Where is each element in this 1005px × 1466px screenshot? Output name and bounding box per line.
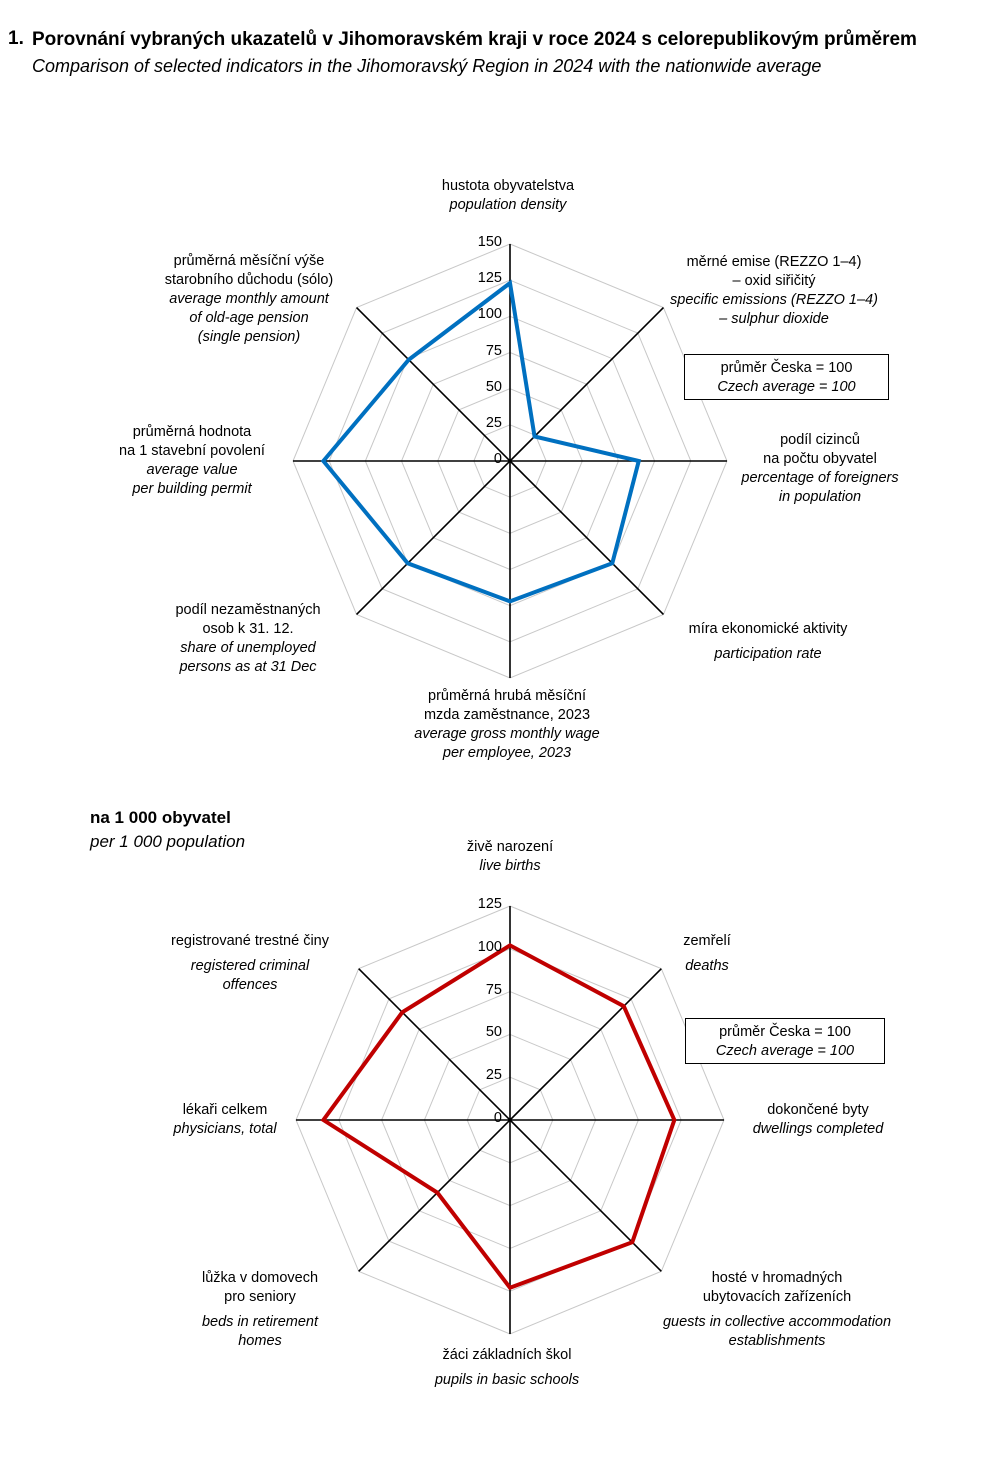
- axis-label: [175, 601, 320, 677]
- axis-label-english: average monthly amount: [169, 291, 329, 307]
- axis-label-czech: podíl cizinců: [780, 432, 860, 448]
- data-point: [322, 460, 325, 463]
- axis-label: [435, 1346, 579, 1390]
- axis-label-english: specific emissions (REZZO 1–4): [670, 292, 878, 308]
- axis-label-czech: průměrná měsíční výše: [173, 253, 325, 269]
- axis-label-english: – sulphur dioxide: [719, 311, 829, 327]
- axis-label-english: beds in retirement: [201, 1314, 319, 1330]
- axis-label-czech: starobního důchodu (sólo): [164, 272, 334, 288]
- tick-label: 0: [493, 1110, 502, 1126]
- title-number: 1.: [8, 28, 24, 49]
- data-point: [509, 282, 512, 285]
- axis-label-czech: mzda zaměstnance, 2023: [423, 707, 591, 723]
- data-point: [637, 460, 640, 463]
- axis-label-czech: registrované trestné činy: [171, 933, 329, 949]
- axis-label: [173, 1101, 276, 1139]
- axis-label-czech: živě narození: [466, 839, 554, 855]
- axis-label-czech: podíl nezaměstnaných: [175, 602, 321, 618]
- title-english: Comparison of selected indicators in the Jihomoravský Region in 2024 with the nationwide average: [32, 56, 822, 76]
- legend-box: [685, 1018, 885, 1064]
- axis-label-czech: na 1 stavební povolení: [119, 443, 265, 459]
- axis-label-english: per employee, 2023: [442, 745, 572, 761]
- tick-label: 75: [485, 342, 502, 359]
- axis-label: [683, 932, 731, 976]
- axis-label-english: pupils in basic schools: [434, 1372, 580, 1388]
- axis-label-czech: hosté v hromadných: [711, 1270, 843, 1286]
- radar-chart-2: [296, 906, 724, 1334]
- axis-label-english: percentage of foreigners: [741, 470, 899, 486]
- tick-label: 75: [485, 981, 502, 998]
- data-point: [673, 1119, 676, 1122]
- axis-label-czech: průměrná hrubá měsíční: [428, 688, 586, 704]
- data-point: [436, 1191, 439, 1194]
- data-series-line: [323, 283, 638, 601]
- axis-label-czech: dokončené byty: [767, 1102, 869, 1118]
- data-point: [401, 1011, 404, 1014]
- axis-label-english: participation rate: [714, 646, 822, 662]
- axis-label-english: physicians, total: [173, 1121, 277, 1137]
- data-point: [406, 562, 409, 565]
- axis-label-english: guests in collective accommodation: [662, 1314, 892, 1330]
- axis-label-english: dwellings completed: [752, 1121, 884, 1137]
- axis-label-english: (single pension): [197, 329, 301, 345]
- axis-label-english: average value: [146, 462, 238, 478]
- axis-label-english: in population: [778, 489, 862, 505]
- axis-label: [202, 1269, 318, 1351]
- axis-label-czech: – oxid siřičitý: [732, 273, 816, 289]
- axis-label: [467, 838, 553, 876]
- tick-label: 100: [477, 306, 502, 323]
- legend-czech: průměr Česka = 100: [719, 1024, 851, 1040]
- axis-label-czech: průměrná hodnota: [132, 424, 252, 440]
- axis-label-czech: pro seniory: [224, 1289, 296, 1305]
- axis-label-english: registered criminal: [190, 958, 310, 974]
- axis-label-czech: osob k 31. 12.: [202, 621, 294, 637]
- axis-label: [165, 252, 333, 347]
- data-point: [509, 944, 512, 947]
- axis-label-english: homes: [238, 1333, 282, 1349]
- axis-label: [119, 423, 265, 499]
- tick-label: 100: [477, 938, 502, 955]
- legend-box: [684, 354, 889, 400]
- tick-label: 0: [493, 451, 502, 467]
- axis-label: [414, 687, 599, 763]
- subtitle-czech: na 1 000 obyvatel: [90, 808, 231, 827]
- axis-label-english: share of unemployed: [180, 640, 316, 656]
- axis-label-czech: na počtu obyvatel: [763, 451, 877, 467]
- subtitle-english: per 1 000 population: [90, 832, 246, 851]
- tick-label: 25: [485, 414, 502, 431]
- data-point: [533, 435, 536, 438]
- axis-label-english: live births: [479, 858, 541, 874]
- data-point: [509, 1286, 512, 1289]
- axis-label-english: establishments: [728, 1333, 826, 1349]
- data-point: [631, 1241, 634, 1244]
- radar-chart-1: [293, 244, 727, 678]
- data-point: [322, 1119, 325, 1122]
- axis-label: [663, 1269, 891, 1351]
- axis-label-english: deaths: [685, 958, 729, 974]
- axis-label: [689, 620, 848, 664]
- axis-label-english: of old-age pension: [189, 310, 309, 326]
- data-point: [611, 562, 614, 565]
- axis-label-czech: měrné emise (REZZO 1–4): [686, 254, 862, 270]
- axis-label: [442, 177, 574, 215]
- title-czech: Porovnání vybraných ukazatelů v Jihomoravském kraji v roce 2024 s celorepublikovým průměrem: [32, 29, 917, 50]
- tick-label: 125: [477, 270, 502, 287]
- axis-label-english: persons as at 31 Dec: [179, 659, 317, 675]
- axis-label-english: offences: [222, 977, 278, 993]
- axis-label-english: per building permit: [132, 481, 252, 497]
- axis-label-czech: míra ekonomické aktivity: [688, 621, 848, 637]
- axis-label: [753, 1101, 884, 1139]
- data-point: [407, 358, 410, 361]
- legend-english: Czech average = 100: [715, 1043, 855, 1059]
- axis-label: [171, 932, 329, 995]
- tick-label: 50: [485, 1024, 502, 1041]
- axis-label-czech: hustota obyvatelstva: [441, 178, 575, 194]
- axis-label-english: population density: [449, 197, 567, 213]
- legend-english: Czech average = 100: [717, 379, 856, 395]
- data-point: [622, 1005, 625, 1008]
- axis-label-czech: lékaři celkem: [182, 1102, 268, 1118]
- tick-label: 125: [477, 896, 502, 912]
- axis-label-english: average gross monthly wage: [414, 726, 600, 742]
- tick-label: 50: [485, 378, 502, 395]
- axis-label: [741, 431, 898, 507]
- tick-label: 150: [477, 234, 502, 250]
- data-point: [509, 600, 512, 603]
- axis-label: [670, 253, 878, 329]
- axis-label-czech: ubytovacích zařízeních: [702, 1289, 852, 1305]
- axis-label-czech: žáci základních škol: [442, 1347, 572, 1363]
- tick-label: 25: [485, 1067, 502, 1084]
- axis-label-czech: zemřelí: [683, 933, 731, 949]
- legend-czech: průměr Česka = 100: [720, 360, 853, 376]
- axis-label-czech: lůžka v domovech: [201, 1270, 319, 1286]
